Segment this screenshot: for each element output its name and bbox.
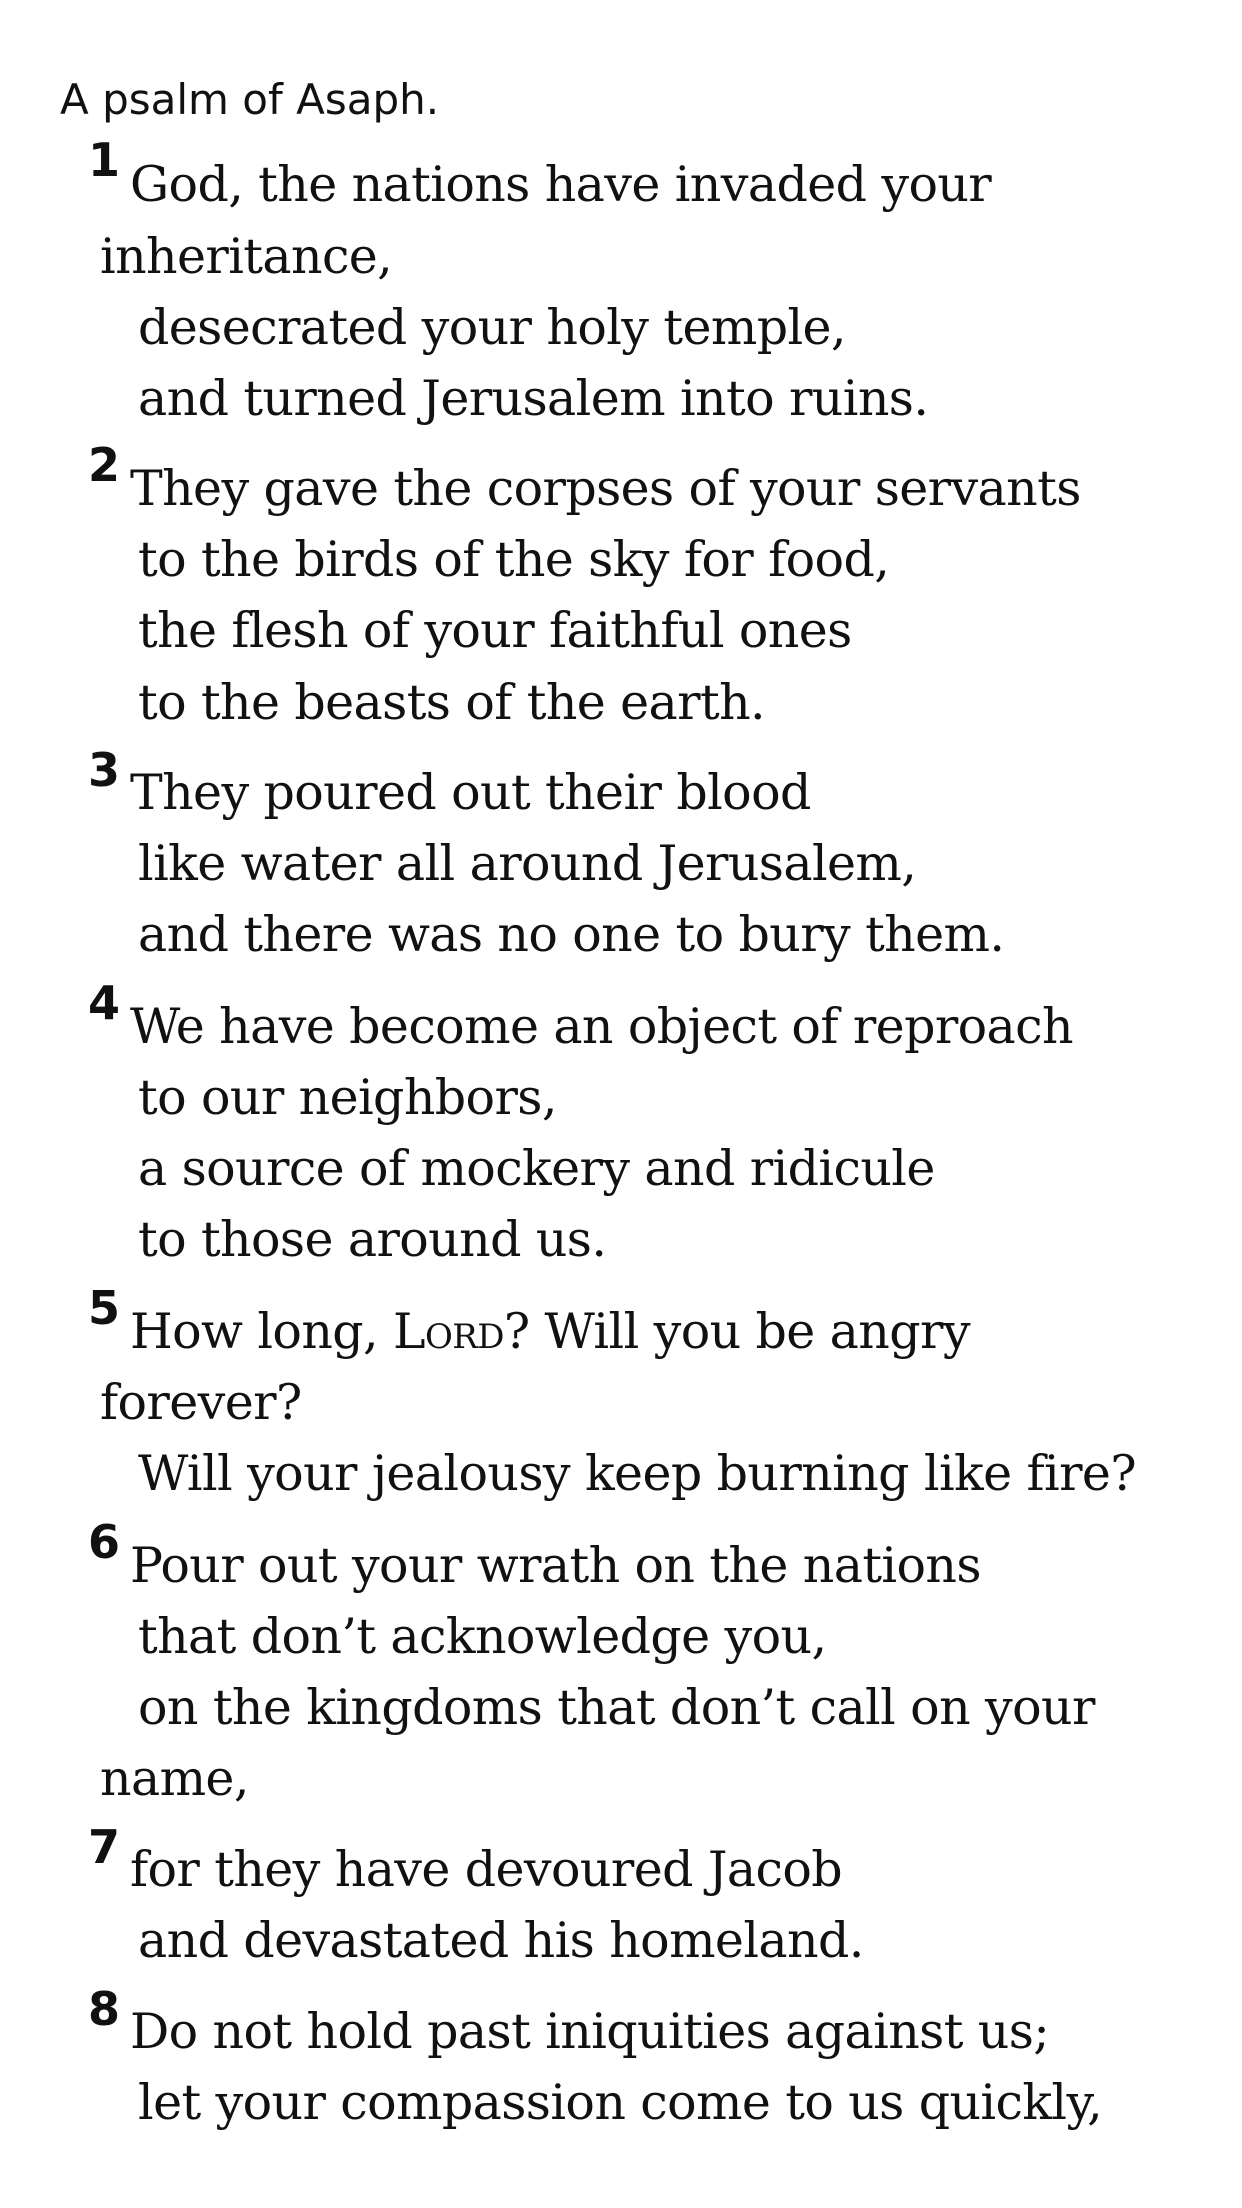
verse-number: 4 (88, 976, 121, 1030)
verse-line: and there was no one to bury them. (138, 906, 1005, 963)
verse-line: for they have devoured Jacob (130, 1841, 843, 1898)
verse-line: a source of mockery and ridicule (138, 1140, 935, 1197)
verse-line: forever? (100, 1374, 302, 1431)
verse-text: How long, (130, 1303, 393, 1360)
verse-line: to the beasts of the earth. (138, 674, 766, 731)
verse-line: We have become an object of reproach (130, 998, 1073, 1055)
verse-line: name, (100, 1750, 249, 1807)
divine-name: Lord (393, 1303, 504, 1360)
verse-text: ? Will you be angry (503, 1303, 970, 1360)
verse-number: 7 (88, 1820, 121, 1874)
verse-line: inheritance, (100, 228, 393, 285)
verse-line: desecrated your holy temple, (138, 299, 846, 356)
verse-line: Do not hold past iniquities against us; (130, 2003, 1050, 2060)
verse-number: 1 (88, 133, 121, 187)
verse-line: to our neighbors, (138, 1069, 557, 1126)
verse-line: and turned Jerusalem into ruins. (138, 370, 929, 427)
verse-line: like water all around Jerusalem, (138, 835, 917, 892)
verse-line: on the kingdoms that don’t call on your (138, 1679, 1095, 1736)
verse-line: They poured out their blood (130, 764, 811, 821)
verse-line: God, the nations have invaded your (130, 156, 992, 213)
verse-line: Pour out your wrath on the nations (130, 1537, 981, 1594)
verse-line: to those around us. (138, 1211, 607, 1268)
verse-line: and devastated his homeland. (138, 1912, 864, 1969)
verse-number: 6 (88, 1515, 121, 1569)
verse-line: to the birds of the sky for food, (138, 531, 890, 588)
verse-number: 8 (88, 1982, 121, 2036)
verse-line: Will your jealousy keep burning like fire? (138, 1445, 1136, 1502)
verse-number: 3 (88, 743, 121, 797)
verse-line (130, 1297, 970, 1367)
verse-line: that don’t acknowledge you, (138, 1608, 827, 1665)
verse-line: the flesh of your faithful ones (138, 602, 852, 659)
verse-number: 2 (88, 438, 121, 492)
verse-number: 5 (88, 1281, 121, 1335)
verse-line: They gave the corpses of your servants (130, 460, 1081, 517)
verse-line: let your compassion come to us quickly, (138, 2074, 1103, 2131)
psalm-superscription: A psalm of Asaph. (60, 75, 440, 124)
